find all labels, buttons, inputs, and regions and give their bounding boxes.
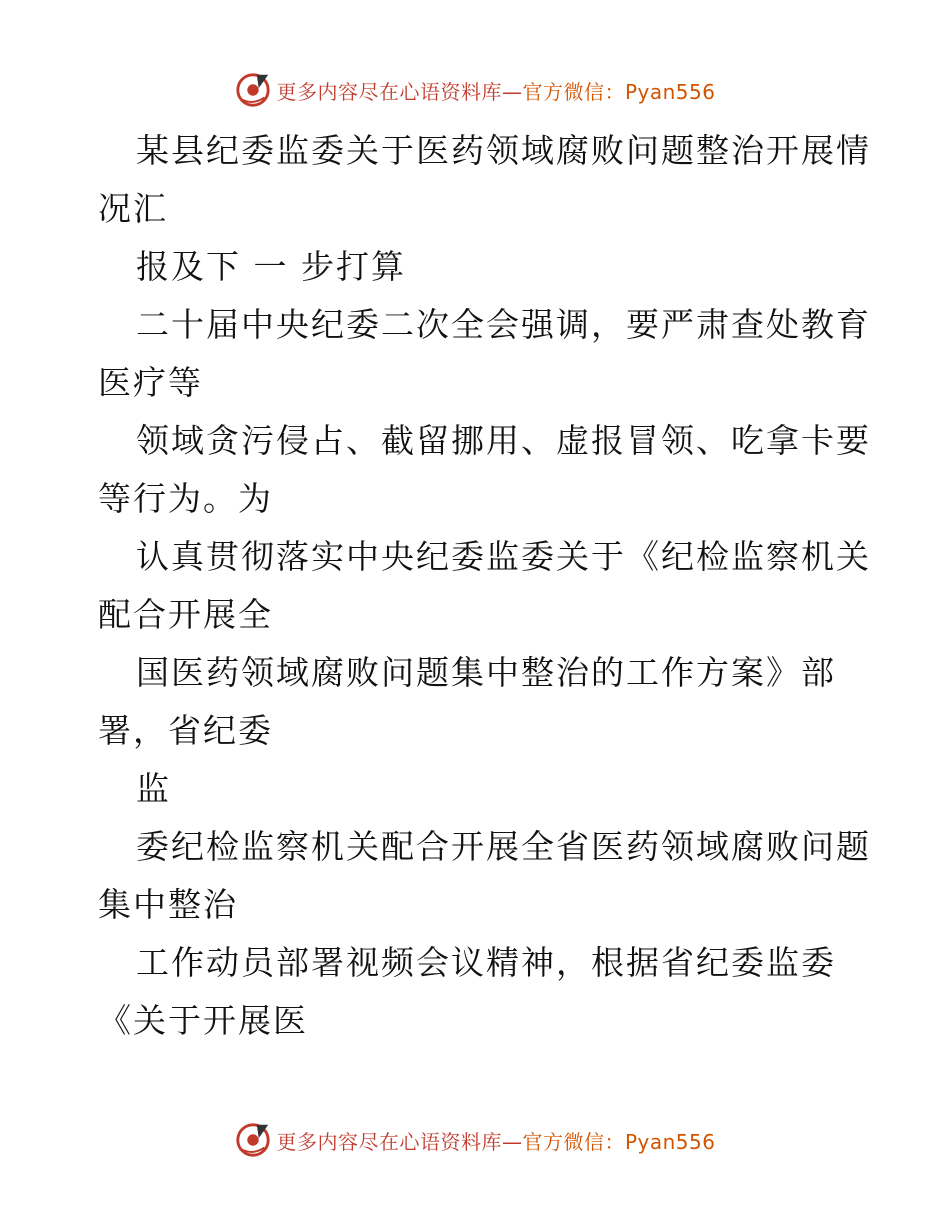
- text-line: 集中整治: [98, 885, 238, 924]
- text-line: 二十届中央纪委二次全会强调，要严肃查处教育: [136, 305, 871, 344]
- watermark-text: [276, 1126, 715, 1155]
- watermark-site: 更多内容尽在心语资料库—: [276, 79, 523, 104]
- watermark-site: 更多内容尽在心语资料库—: [276, 1129, 523, 1154]
- header-watermark: [0, 70, 950, 110]
- watermark-wechat: 官方微信：Pyan556: [522, 1129, 716, 1154]
- text-line: 工作动员部署视频会议精神，根据省纪委监委: [136, 943, 836, 982]
- text-line: 某县纪委监委关于医药领域腐败问题整治开展情: [136, 131, 871, 170]
- text-line: 等行为。为: [98, 479, 273, 518]
- brand-logo-icon: [234, 1121, 272, 1159]
- text-line: 国医药领域腐败问题集中整治的工作方案》部: [136, 653, 836, 692]
- text-line: 《关于开展医: [98, 1001, 308, 1040]
- footer-watermark: [0, 1120, 950, 1160]
- text-line: 署，省纪委: [98, 711, 273, 750]
- watermark-text: [276, 76, 715, 105]
- text-line: 医疗等: [98, 363, 203, 402]
- watermark-wechat: 官方微信：Pyan556: [522, 79, 716, 104]
- text-line: 领域贪污侵占、截留挪用、虚报冒领、吃拿卡要: [136, 421, 871, 460]
- brand-logo-icon: [234, 71, 272, 109]
- text-line: 认真贯彻落实中央纪委监委关于《纪检监察机关: [136, 537, 871, 576]
- text-line: 报及下 一 步打算: [136, 247, 406, 286]
- text-line: 配合开展全: [98, 595, 273, 634]
- text-line: 况汇: [98, 189, 168, 228]
- text-line: 监: [136, 769, 171, 808]
- document-body: [98, 122, 871, 1050]
- text-line: 委纪检监察机关配合开展全省医药领域腐败问题: [136, 827, 871, 866]
